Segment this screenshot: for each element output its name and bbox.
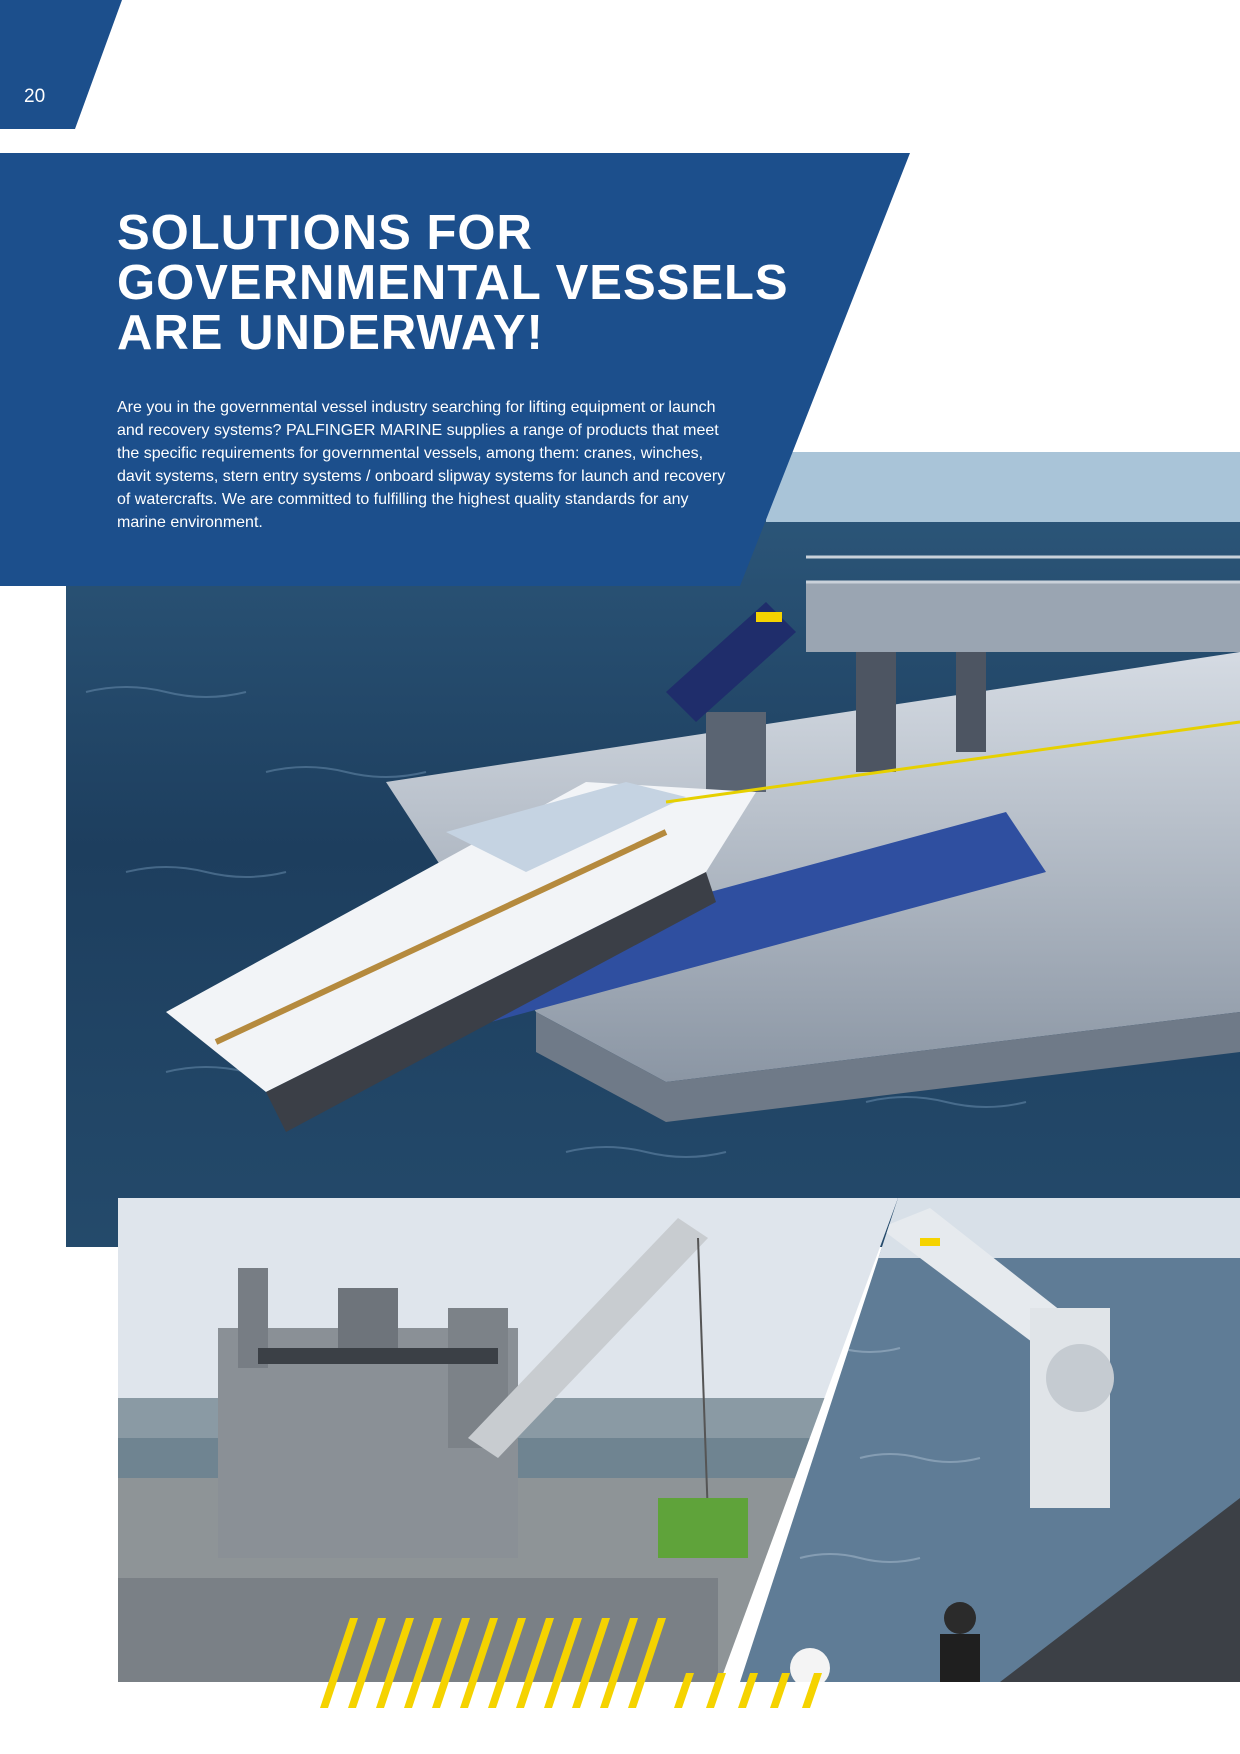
page-title [117, 208, 817, 358]
page-number-tab [0, 0, 122, 129]
title-line-1: SOLUTIONS FOR [117, 206, 533, 260]
title-line-3: ARE UNDERWAY! [117, 306, 544, 360]
page-number: 20 [24, 86, 46, 107]
intro-paragraph: Are you in the governmental vessel industry searching for lifting equipment or launch and recovery systems? PALFINGER MARINE supplies a range of products that meet the specific requirements for governmental vessels, among them: cranes, winches, davit systems, stern entry systems / onboard slipway systems for launch and recovery of watercrafts. We are committed to fulfilling the highest quality standards for any marine environment. [117, 399, 726, 531]
title-line-2: GOVERNMENTAL VESSELS [117, 256, 789, 310]
hazard-stripes [320, 1618, 880, 1708]
